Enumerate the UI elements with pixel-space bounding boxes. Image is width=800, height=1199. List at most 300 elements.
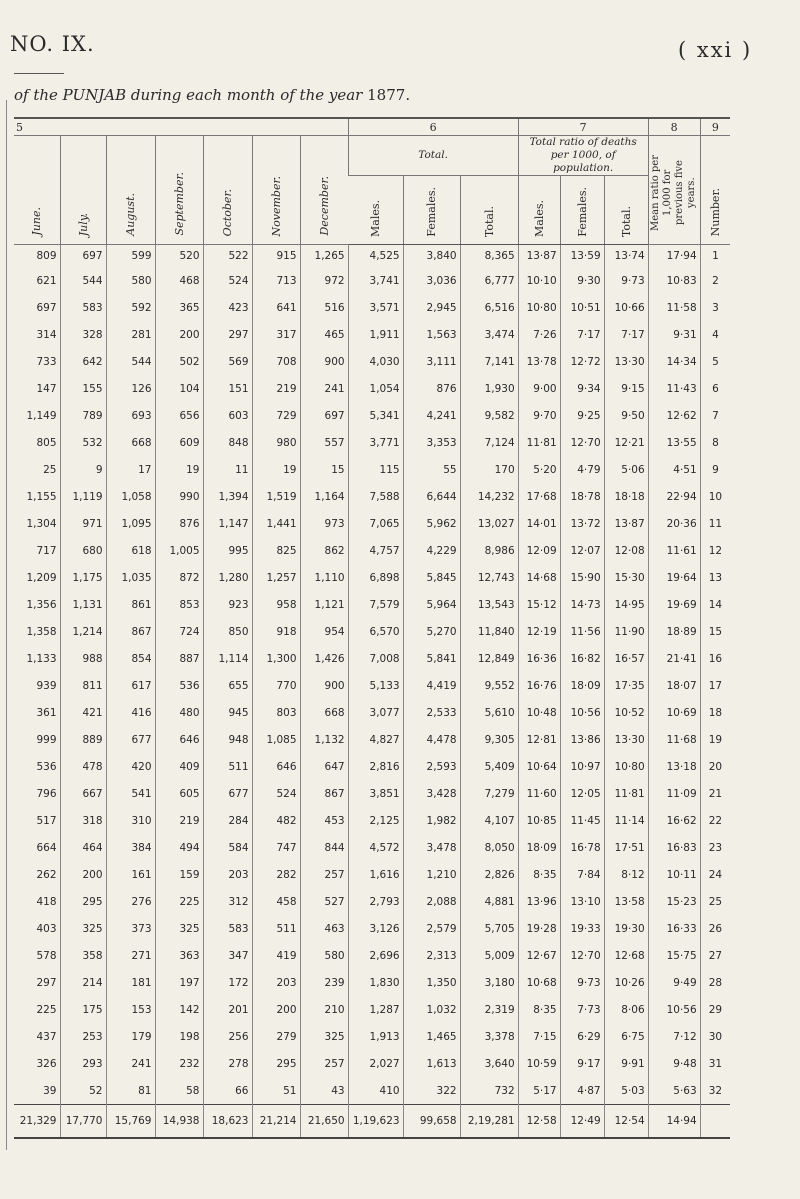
table-cell: 1,175	[60, 564, 106, 591]
table-cell: 52	[60, 1077, 106, 1105]
table-cell: 225	[36, 1003, 57, 1016]
table-cell: 1,426	[300, 645, 348, 672]
col-total-females: Females.	[425, 187, 439, 237]
table-cell: 11·09	[648, 780, 700, 807]
table-cell: 668	[106, 429, 155, 456]
table-cell: 900	[300, 348, 348, 375]
table-cell: 18·09	[518, 834, 560, 861]
table-cell: 584	[203, 834, 252, 861]
table-cell: 1,930	[460, 375, 518, 402]
table-cell: 980	[252, 429, 300, 456]
table-cell: 844	[300, 834, 348, 861]
table-cell: 17·94	[648, 245, 700, 268]
table-cell: 256	[203, 1023, 252, 1050]
table-cell: 578	[36, 949, 57, 962]
table-cell: 239	[300, 969, 348, 996]
table-cell: 747	[252, 834, 300, 861]
table-cell: 310	[106, 807, 155, 834]
table-cell: 257	[300, 1050, 348, 1077]
table-cell: 9·91	[604, 1050, 648, 1077]
row-number-cell: 24	[700, 861, 730, 888]
table-cell: 6,777	[460, 267, 518, 294]
table-cell: 284	[203, 807, 252, 834]
table-cell: 20·36	[648, 510, 700, 537]
table-row	[14, 537, 730, 564]
table-cell: 1,613	[403, 1050, 460, 1077]
table-cell: 599	[106, 245, 155, 268]
table-cell: 478	[60, 753, 106, 780]
table-cell: 1,149	[26, 409, 57, 422]
table-cell: 8·06	[604, 996, 648, 1023]
table-cell: 214	[60, 969, 106, 996]
table-cell: 51	[252, 1077, 300, 1105]
row-number-cell: 20	[700, 753, 730, 780]
table-cell: 5,964	[403, 591, 460, 618]
table-cell: 853	[155, 591, 203, 618]
table-cell: 10·56	[648, 996, 700, 1023]
table-cell: 5,409	[460, 753, 518, 780]
table-cell: 592	[106, 294, 155, 321]
table-cell: 9·34	[560, 375, 604, 402]
table-cell: 317	[252, 321, 300, 348]
table-cell: 12·08	[604, 537, 648, 564]
table-cell: 646	[155, 726, 203, 753]
table-cell: 11·81	[604, 780, 648, 807]
table-cell: 5,133	[348, 672, 403, 699]
table-cell: 867	[300, 780, 348, 807]
table-row	[14, 429, 730, 456]
row-number-cell: 10	[700, 483, 730, 510]
table-cell: 805	[36, 436, 57, 449]
table-cell: 437	[36, 1030, 57, 1043]
table-cell: 5·03	[604, 1077, 648, 1105]
table-cell: 1,287	[348, 996, 403, 1023]
table-cell: 1,982	[403, 807, 460, 834]
table-row	[14, 267, 730, 294]
table-cell: 14·73	[560, 591, 604, 618]
table-cell: 15·90	[560, 564, 604, 591]
row-number-cell: 9	[700, 456, 730, 483]
table-cell: 668	[300, 699, 348, 726]
section-9: 9	[700, 118, 730, 136]
table-cell: 697	[36, 301, 57, 314]
table-cell: 803	[252, 699, 300, 726]
table-cell: 7·12	[648, 1023, 700, 1050]
table-cell: 532	[60, 429, 106, 456]
row-number-cell: 18	[700, 699, 730, 726]
table-cell: 7·73	[560, 996, 604, 1023]
total-cell: 15,769	[106, 1105, 155, 1139]
table-cell: 713	[252, 267, 300, 294]
table-cell: 4,525	[348, 245, 403, 268]
total-cell: 12·54	[604, 1105, 648, 1139]
table-cell: 318	[60, 807, 106, 834]
mortality-table-wrap	[14, 117, 730, 1139]
table-cell: 13·96	[518, 888, 560, 915]
table-cell: 544	[60, 267, 106, 294]
table-cell: 423	[203, 294, 252, 321]
row-number-cell: 15	[700, 618, 730, 645]
table-cell: 733	[36, 355, 57, 368]
total-cell: 12·58	[518, 1105, 560, 1139]
table-cell: 6,644	[403, 483, 460, 510]
section-7: 7	[518, 118, 648, 136]
table-row	[14, 1077, 730, 1105]
table-cell: 1,005	[155, 537, 203, 564]
row-number-cell: 13	[700, 564, 730, 591]
col-total-males: Males.	[368, 200, 382, 237]
table-cell: 282	[252, 861, 300, 888]
table-cell: 609	[155, 429, 203, 456]
table-cell: 876	[403, 375, 460, 402]
table-cell: 923	[203, 591, 252, 618]
table-cell: 7·26	[518, 321, 560, 348]
table-cell: 583	[60, 294, 106, 321]
table-row	[14, 699, 730, 726]
table-cell: 5,841	[403, 645, 460, 672]
table-cell: 1,058	[106, 483, 155, 510]
table-cell: 5·17	[518, 1077, 560, 1105]
table-cell: 5·20	[518, 456, 560, 483]
table-cell: 13·55	[648, 429, 700, 456]
total-cell: 99,658	[403, 1105, 460, 1139]
table-cell: 10·97	[560, 753, 604, 780]
table-cell: 468	[155, 267, 203, 294]
table-cell: 536	[155, 672, 203, 699]
table-row	[14, 996, 730, 1023]
table-cell: 6·75	[604, 1023, 648, 1050]
table-cell: 647	[300, 753, 348, 780]
table-body	[14, 245, 730, 1139]
table-cell: 170	[460, 456, 518, 483]
table-cell: 729	[252, 402, 300, 429]
table-cell: 403	[36, 922, 57, 935]
table-cell: 5,009	[460, 942, 518, 969]
table-cell: 4,757	[348, 537, 403, 564]
table-cell: 9,552	[460, 672, 518, 699]
total-cell: 2,19,281	[460, 1105, 518, 1139]
table-cell: 11·14	[604, 807, 648, 834]
table-cell: 363	[155, 942, 203, 969]
row-number-cell: 23	[700, 834, 730, 861]
col-august: August.	[124, 193, 137, 236]
table-row	[14, 888, 730, 915]
table-cell: 3,474	[460, 321, 518, 348]
table-cell: 517	[36, 814, 57, 827]
table-cell: 511	[203, 753, 252, 780]
table-cell: 1,563	[403, 321, 460, 348]
table-cell: 347	[203, 942, 252, 969]
row-number-cell: 16	[700, 645, 730, 672]
table-cell: 5,845	[403, 564, 460, 591]
table-cell: 10·69	[648, 699, 700, 726]
table-cell: 4,881	[460, 888, 518, 915]
table-cell: 10·68	[518, 969, 560, 996]
table-cell: 2,696	[348, 942, 403, 969]
table-cell: 104	[155, 375, 203, 402]
table-row	[14, 294, 730, 321]
table-cell: 480	[155, 699, 203, 726]
table-cell: 655	[203, 672, 252, 699]
table-cell: 7,579	[348, 591, 403, 618]
table-cell: 10·51	[560, 294, 604, 321]
table-cell: 988	[60, 645, 106, 672]
table-cell: 198	[155, 1023, 203, 1050]
table-row	[14, 1023, 730, 1050]
table-cell: 945	[203, 699, 252, 726]
table-cell: 463	[300, 915, 348, 942]
table-cell: 1,110	[300, 564, 348, 591]
table-cell: 939	[36, 679, 57, 692]
table-cell: 789	[60, 402, 106, 429]
table-cell: 7,065	[348, 510, 403, 537]
table-cell: 4,107	[460, 807, 518, 834]
table-cell: 13·18	[648, 753, 700, 780]
table-cell: 200	[60, 861, 106, 888]
table-cell: 536	[36, 760, 57, 773]
table-row	[14, 915, 730, 942]
row-number-cell: 7	[700, 402, 730, 429]
table-cell: 2,313	[403, 942, 460, 969]
table-cell: 850	[203, 618, 252, 645]
table-cell: 13·86	[560, 726, 604, 753]
table-cell: 3,851	[348, 780, 403, 807]
table-cell: 7,588	[348, 483, 403, 510]
table-cell: 2,579	[403, 915, 460, 942]
table-cell: 1,358	[26, 625, 57, 638]
table-cell: 1,133	[26, 652, 57, 665]
table-cell: 21·41	[648, 645, 700, 672]
table-cell: 11·61	[648, 537, 700, 564]
table-cell: 664	[36, 841, 57, 854]
table-cell: 159	[155, 861, 203, 888]
table-cell: 482	[252, 807, 300, 834]
table-cell: 203	[252, 969, 300, 996]
table-row	[14, 321, 730, 348]
table-cell: 9·73	[604, 267, 648, 294]
table-cell: 4,241	[403, 402, 460, 429]
table-cell: 11·68	[648, 726, 700, 753]
row-number-cell: 26	[700, 915, 730, 942]
table-cell: 1,265	[300, 245, 348, 268]
table-cell: 358	[60, 942, 106, 969]
table-cell: 717	[36, 544, 57, 557]
table-cell: 646	[252, 753, 300, 780]
table-cell: 11·58	[648, 294, 700, 321]
table-cell: 3,353	[403, 429, 460, 456]
table-cell: 225	[155, 888, 203, 915]
table-cell: 3,428	[403, 780, 460, 807]
table-cell: 200	[252, 996, 300, 1023]
table-cell: 13·72	[560, 510, 604, 537]
table-cell: 326	[36, 1057, 57, 1070]
table-cell: 172	[203, 969, 252, 996]
table-cell: 271	[106, 942, 155, 969]
table-cell: 18·89	[648, 618, 700, 645]
table-cell: 724	[155, 618, 203, 645]
table-cell: 10·52	[604, 699, 648, 726]
table-cell: 887	[155, 645, 203, 672]
table-cell: 656	[155, 402, 203, 429]
table-cell: 8,050	[460, 834, 518, 861]
table-cell: 1,616	[348, 861, 403, 888]
table-cell: 4,827	[348, 726, 403, 753]
table-cell: 848	[203, 429, 252, 456]
table-cell: 19	[252, 456, 300, 483]
table-cell: 325	[155, 915, 203, 942]
total-cell: 1,19,623	[348, 1105, 403, 1139]
table-cell: 410	[348, 1077, 403, 1105]
table-cell: 7·17	[560, 321, 604, 348]
table-cell: 16·83	[648, 834, 700, 861]
table-cell: 667	[60, 780, 106, 807]
row-number-cell: 19	[700, 726, 730, 753]
table-cell: 3,111	[403, 348, 460, 375]
table-cell: 8·12	[604, 861, 648, 888]
table-cell: 328	[60, 321, 106, 348]
table-cell: 5,270	[403, 618, 460, 645]
table-cell: 16·78	[560, 834, 604, 861]
table-cell: 142	[155, 996, 203, 1023]
table-cell: 2,088	[403, 888, 460, 915]
table-row	[14, 780, 730, 807]
table-cell: 958	[252, 591, 300, 618]
row-number-cell: 29	[700, 996, 730, 1023]
total-cell: 18,623	[203, 1105, 252, 1139]
table-cell: 8,986	[460, 537, 518, 564]
table-cell: 809	[36, 250, 57, 262]
table-cell: 544	[106, 348, 155, 375]
table-cell: 9,582	[460, 402, 518, 429]
table-cell: 3,378	[460, 1023, 518, 1050]
table-cell: 12·07	[560, 537, 604, 564]
table-cell: 15·30	[604, 564, 648, 591]
table-cell: 10·11	[648, 861, 700, 888]
total-cell: 14,938	[155, 1105, 203, 1139]
table-cell: 11,840	[460, 618, 518, 645]
table-cell: 278	[203, 1050, 252, 1077]
page-edge-rule	[6, 100, 7, 1150]
table-cell: 954	[300, 618, 348, 645]
table-cell: 373	[106, 915, 155, 942]
table-cell: 1,356	[26, 598, 57, 611]
table-cell: 7,008	[348, 645, 403, 672]
table-cell: 1,114	[203, 645, 252, 672]
table-cell: 10·80	[518, 294, 560, 321]
table-row	[14, 402, 730, 429]
table-row	[14, 942, 730, 969]
table-cell: 14,232	[460, 483, 518, 510]
table-cell: 16·57	[604, 645, 648, 672]
table-cell: 418	[36, 895, 57, 908]
table-cell: 971	[60, 510, 106, 537]
table-cell: 1,054	[348, 375, 403, 402]
table-cell: 7,124	[460, 429, 518, 456]
mortality-table	[14, 117, 730, 1139]
table-cell: 4·87	[560, 1077, 604, 1105]
table-cell: 1,465	[403, 1023, 460, 1050]
table-cell: 1,132	[300, 726, 348, 753]
table-cell: 3,126	[348, 915, 403, 942]
table-cell: 19·33	[560, 915, 604, 942]
table-cell: 9·48	[648, 1050, 700, 1077]
table-cell: 520	[155, 245, 203, 268]
col-november: November.	[269, 175, 283, 236]
table-cell: 17·68	[518, 483, 560, 510]
table-cell: 3,741	[348, 267, 403, 294]
table-cell: 153	[106, 996, 155, 1023]
table-cell: 770	[252, 672, 300, 699]
table-cell: 1,304	[26, 517, 57, 530]
table-cell: 9·50	[604, 402, 648, 429]
table-row	[14, 245, 730, 268]
table-cell: 9·30	[560, 267, 604, 294]
table-cell: 2,816	[348, 753, 403, 780]
row-number-cell: 3	[700, 294, 730, 321]
table-cell: 1,830	[348, 969, 403, 996]
table-row	[14, 834, 730, 861]
table-cell: 18·78	[560, 483, 604, 510]
table-cell: 1,164	[300, 483, 348, 510]
table-cell: 618	[106, 537, 155, 564]
table-row	[14, 375, 730, 402]
group-total: Total.	[348, 136, 518, 176]
table-cell: 3,771	[348, 429, 403, 456]
table-cell: 39	[43, 1084, 57, 1097]
table-cell: 569	[203, 348, 252, 375]
table-cell: 8·35	[518, 996, 560, 1023]
col-september: September.	[172, 172, 186, 236]
table-cell: 3,036	[403, 267, 460, 294]
table-cell: 541	[106, 780, 155, 807]
table-cell: 1,350	[403, 969, 460, 996]
row-number-cell: 31	[700, 1050, 730, 1077]
table-cell: 11·45	[560, 807, 604, 834]
table-cell: 642	[60, 348, 106, 375]
table-cell: 151	[203, 375, 252, 402]
col-total-total: Total.	[482, 205, 496, 237]
table-row	[14, 618, 730, 645]
table-cell: 1,095	[106, 510, 155, 537]
table-cell: 295	[60, 888, 106, 915]
table-cell: 1,032	[403, 996, 460, 1023]
table-cell: 2,319	[460, 996, 518, 1023]
table-cell: 5,341	[348, 402, 403, 429]
table-cell: 201	[203, 996, 252, 1023]
subtitle-text: of the PUNJAB during each month of the year	[14, 86, 363, 104]
table-cell: 416	[106, 699, 155, 726]
table-cell: 1,210	[403, 861, 460, 888]
table-cell: 161	[106, 861, 155, 888]
table-cell: 66	[203, 1077, 252, 1105]
table-cell: 9·31	[648, 321, 700, 348]
table-cell: 19·30	[604, 915, 648, 942]
row-number-cell: 12	[700, 537, 730, 564]
table-cell: 1,280	[203, 564, 252, 591]
table-cell: 9·15	[604, 375, 648, 402]
table-cell: 13·30	[604, 726, 648, 753]
subtitle-year: 1877.	[367, 86, 411, 104]
table-cell: 11	[203, 456, 252, 483]
col-october: October.	[221, 188, 234, 236]
table-cell: 9·25	[560, 402, 604, 429]
table-cell: 621	[36, 274, 57, 287]
table-cell: 2,593	[403, 753, 460, 780]
row-number-cell: 28	[700, 969, 730, 996]
table-cell: 10·83	[648, 267, 700, 294]
table-cell: 1,913	[348, 1023, 403, 1050]
table-row	[14, 564, 730, 591]
